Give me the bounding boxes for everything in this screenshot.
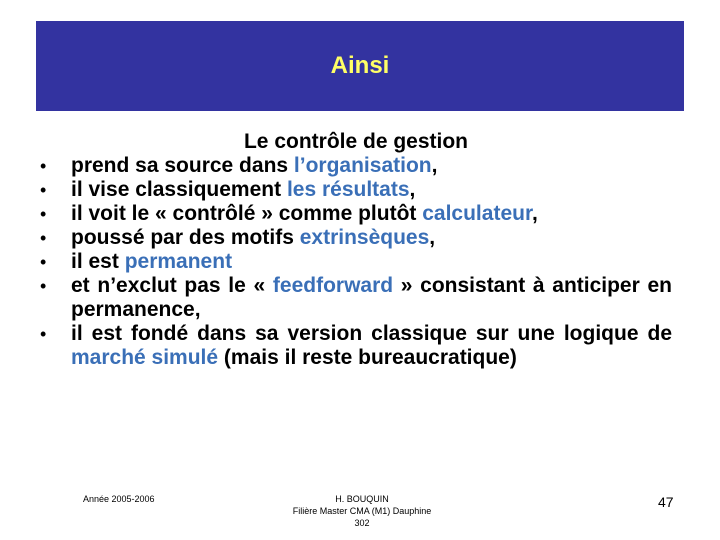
slide-title: Ainsi (330, 52, 390, 79)
highlighted-text: extrinsèques (299, 226, 430, 249)
bullet-glyph: • (40, 204, 47, 224)
highlighted-text: marché simulé (71, 346, 219, 369)
bullet-item (40, 202, 672, 226)
bullet-glyph: • (40, 228, 47, 248)
highlighted-text: feedforward (272, 274, 394, 297)
bullet-item (40, 226, 672, 250)
bullet-text: poussé par des motifs (71, 226, 300, 249)
bullet-text: il vise classiquement (71, 178, 287, 201)
footer-year: Année 2005-2006 (83, 494, 155, 504)
bullet-glyph: • (40, 252, 47, 272)
slide-heading: Le contrôle de gestion (243, 130, 469, 153)
highlighted-text: l’organisation (293, 154, 432, 177)
bullet-text: et n’exclut pas le « (71, 274, 273, 297)
bullet-text: , (429, 226, 436, 249)
footer-code: 302 (354, 518, 370, 528)
bullet-item (40, 154, 672, 178)
bullet-glyph: • (40, 180, 47, 200)
bullet-text: » consistant à anticiper en permanence, (71, 274, 672, 321)
bullet-list (40, 154, 672, 370)
bullet-glyph: • (40, 324, 47, 344)
highlighted-text: les résultats (286, 178, 410, 201)
page-number: 47 (658, 494, 674, 510)
highlighted-text: calculateur (422, 202, 532, 225)
bullet-text: il est (71, 250, 125, 273)
bullet-item (40, 178, 672, 202)
highlighted-text: permanent (124, 250, 233, 273)
footer-author (262, 493, 462, 529)
bullet-text: il est fondé dans sa version classique sur une logique de (71, 322, 672, 345)
bullet-text: , (531, 202, 538, 225)
bullet-text: , (409, 178, 416, 201)
bullet-item (40, 274, 672, 322)
footer-author-name: H. BOUQUIN (335, 494, 389, 504)
footer-program: Filière Master CMA (M1) Dauphine (292, 506, 432, 516)
bullet-text: , (431, 154, 438, 177)
bullet-item (40, 322, 672, 370)
slide-content (40, 130, 672, 370)
bullet-item (40, 250, 672, 274)
title-bar (36, 21, 684, 111)
bullet-text: prend sa source dans (71, 154, 294, 177)
bullet-glyph: • (40, 276, 47, 296)
bullet-text: il voit le « contrôlé » comme plutôt (71, 202, 423, 225)
bullet-glyph: • (40, 156, 47, 176)
bullet-text: (mais il reste bureaucratique) (218, 346, 517, 369)
